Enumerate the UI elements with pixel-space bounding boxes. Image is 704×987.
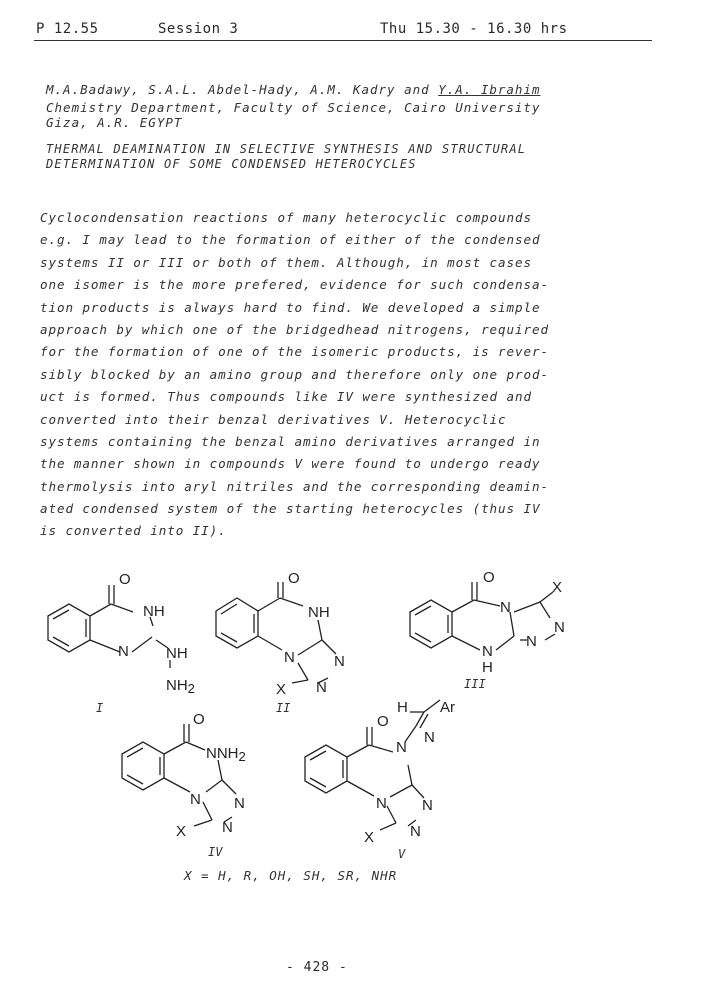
atom-n: N	[376, 795, 387, 812]
label-compound-ii: II	[276, 701, 291, 715]
atom-nh: NH	[308, 604, 330, 621]
atom-n: N	[396, 739, 407, 756]
atom-x: X	[276, 681, 287, 698]
label-compound-i: I	[96, 701, 104, 715]
substituent-definition: X = H, R, OH, SH, SR, NHR	[184, 868, 398, 883]
author-names: M.A.Badawy, S.A.L. Abdel-Hady, A.M. Kadry and	[46, 82, 439, 97]
atom-nnh2: NNH2	[206, 745, 246, 764]
chemical-structures	[0, 560, 704, 890]
atom-x: X	[552, 579, 563, 596]
atom-x: X	[176, 823, 187, 840]
label-compound-v: V	[398, 847, 406, 861]
abstract-line: sibly blocked by an amino group and therefore only one prod-	[40, 366, 549, 382]
affiliation-line-1: Chemistry Department, Faculty of Science, Cairo University	[46, 100, 541, 115]
abstract-line: Cyclocondensation reactions of many heterocyclic compounds	[40, 210, 532, 225]
atom-labels	[118, 569, 565, 846]
atom-nh2: NH2	[166, 677, 195, 696]
atom-nh: NH	[166, 645, 188, 662]
atom-h: H	[397, 699, 408, 716]
atom-n: N	[410, 823, 421, 840]
atom-o: O	[119, 571, 131, 588]
abstract-line: converted into their benzal derivatives V. Heterocyclic	[40, 411, 507, 427]
atom-n: N	[424, 729, 435, 746]
session-time: Thu 15.30 - 16.30 hrs	[380, 21, 568, 37]
atom-n: N	[118, 643, 129, 660]
structure-bonds	[48, 582, 555, 830]
atom-x: X	[364, 829, 375, 846]
atom-ar: Ar	[440, 699, 455, 716]
abstract-line: one isomer is the more prefered, evidence for such condensa-	[40, 277, 549, 293]
abstract-line: tion products is always hard to find. We developed a simple	[40, 299, 541, 315]
abstract-line: uct is formed. Thus compounds like IV were synthesized and	[40, 389, 532, 405]
session-label: Session 3	[158, 21, 239, 37]
atom-n: N	[222, 819, 233, 836]
abstract-line: systems II or III or both of them. Although, in most cases	[40, 254, 532, 270]
atom-n: N	[334, 653, 345, 670]
affiliation-line-2: Giza, A.R. EGYPT	[46, 115, 183, 130]
atom-o: O	[193, 711, 205, 728]
label-compound-iii: III	[464, 677, 486, 691]
atom-n: N	[234, 795, 245, 812]
atom-n: N	[422, 797, 433, 814]
paper-title-line-2: DETERMINATION OF SOME CONDENSED HETEROCYCLES	[46, 157, 417, 171]
atom-n: N	[500, 599, 511, 616]
abstract-line: approach by which one of the bridgedhead nitrogens, required	[40, 321, 549, 337]
author-list	[46, 82, 541, 97]
abstract-line: e.g. I may lead to the formation of either of the condensed	[40, 232, 541, 248]
atom-n: N	[526, 633, 537, 650]
abstract-code: P 12.55	[36, 21, 99, 37]
atom-n: N	[284, 649, 295, 666]
atom-h: H	[482, 659, 493, 676]
page-number: - 428 -	[286, 960, 348, 975]
abstract-line: thermolysis into aryl nitriles and the corresponding deamin-	[40, 478, 549, 494]
presenting-author: Y.A. Ibrahim	[438, 82, 541, 97]
abstract-line: ated condensed system of the starting heterocycles (thus IV	[40, 501, 541, 517]
atom-o: O	[483, 569, 495, 586]
atom-o: O	[288, 570, 300, 587]
atom-n: N	[190, 791, 201, 808]
atom-n: N	[554, 619, 565, 636]
paper-title-line-1: THERMAL DEAMINATION IN SELECTIVE SYNTHESIS AND STRUCTURAL	[46, 142, 527, 156]
abstract-line: is converted into II).	[40, 523, 227, 539]
label-compound-iv: IV	[208, 845, 223, 859]
atom-n: N	[316, 679, 327, 696]
atom-o: O	[377, 713, 389, 730]
atom-nh: NH	[143, 603, 165, 620]
abstract-line: systems containing the benzal amino derivatives arranged in	[40, 433, 541, 449]
abstract-body	[40, 207, 640, 543]
atom-n: N	[482, 643, 493, 660]
abstract-line: for the formation of one of the isomeric products, is rever-	[40, 344, 549, 360]
compound-labels	[96, 677, 486, 883]
running-header	[34, 20, 652, 41]
abstract-line: the manner shown in compounds V were found to undergo ready	[40, 456, 541, 472]
